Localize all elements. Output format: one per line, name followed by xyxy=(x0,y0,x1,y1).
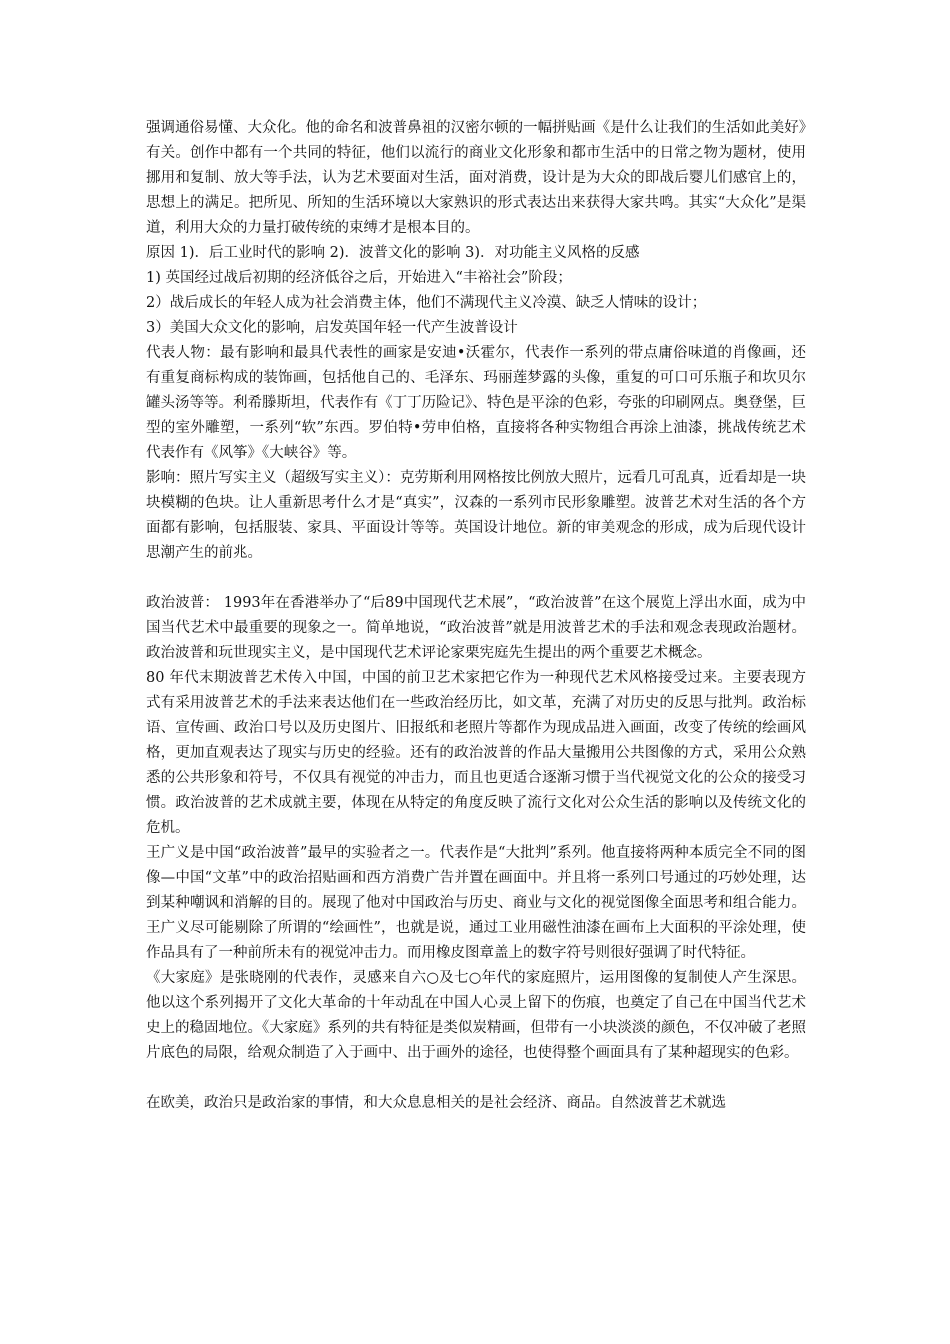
paragraph-mass-culture: 强调通俗易懂、大众化。他的命名和波普鼻祖的汉密尔顿的一幅拼贴画《是什么让我们的生活如此美好》有关。创作中都有一个共同的特征，他们以流行的商业文化形象和都市生活中的日常之物为题材，使用挪用和复制、放大等手法，认为艺术要面对生活，面对消费，设计是为大众的即战后婴儿们感官上的，思想上的满足。把所见、所知的生活环境以大家熟识的形式表达出来获得大家共鸣。其实“大众化”是渠道，利用大众的力量打破传统的束缚才是根本目的。 xyxy=(146,120,806,236)
paragraph-europe-america: 在欧美，政治只是政治家的事情，和大众息息相关的是社会经济、商品。自然波普艺术就选 xyxy=(146,1095,726,1111)
paragraph-spacer xyxy=(146,1066,806,1091)
paragraph-political-pop: 政治波普： 1993年在香港举办了“后89中国现代艺术展”，“政治波普”在这个展览上浮出水面，成为中国当代艺术中最重要的现象之一。简单地说，“政治波普”就是用波普艺术的手法和观念表现政治题材。政治波普和玩世现实主义，是中国现代艺术评论家栗宪庭先生提出的两个重要艺术概念。 xyxy=(146,595,806,661)
paragraph-cause-2: 2）战后成长的年轻人成为社会消费主体，他们不满现代主义冷漠、缺乏人情味的设计； xyxy=(146,295,707,311)
paragraph-influence: 影响：照片写实主义（超级写实主义）：克劳斯利用网格按比例放大照片，远看几可乱真，近看却是一块块模糊的色块。让人重新思考什么才是“真实”，汉森的一系列市民形象雕塑。波普艺术对生活的各个方面都有影响，包括服装、家具、平面设计等等。英国设计地位。新的审美观念的形成，成为后现代设计思潮产生的前兆。 xyxy=(146,470,806,561)
paragraph-pop-in-china: 80 年代末期波普艺术传入中国，中国的前卫艺术家把它作为一种现代艺术风格接受过来。主要表现方式有采用波普艺术的手法来表达他们在一些政治经历比，如文革，充满了对历史的反思与批判。政治标语、宣传画、政治口号以及历史图片、旧报纸和老照片等都作为现成品进入画面，改变了传统的绘画风格，更加直观表达了现实与历史的经验。还有的政治波普的作品大量搬用公共图像的方式，采用公众熟悉的公共形象和符号，不仅具有视觉的冲击力，而且也更适合逐渐习惯于当代视觉文化的公众的接受习惯。政治波普的艺术成就主要，体现在从特定的角度反映了流行文化对公众生活的影响以及传统文化的危机。 xyxy=(146,670,806,836)
paragraph-wang-guangyi: 王广义是中国“政治波普”最早的实验者之一。代表作是“大批判”系列。他直接将两种本质完全不同的图像—中国“文革”中的政治招贴画和西方消费广告并置在画面中。并且将一系列口号通过的巧妙处理，达到某种嘲讽和消解的目的。展现了他对中国政治与历史、商业与文化的视觉图像全面思考和组合能力。王广义尽可能剔除了所谓的“绘画性”，也就是说，通过工业用磁性油漆在画布上大面积的平涂处理，使作品具有了一种前所未有的视觉冲击力。而用橡皮图章盖上的数字符号则很好强调了时代特征。 xyxy=(146,845,806,961)
document-body xyxy=(146,116,806,1116)
paragraph-representatives: 代表人物：最有影响和最具代表性的画家是安迪•沃霍尔，代表作一系列的带点庸俗味道的肖像画，还有重复商标构成的装饰画，包括他自己的、毛泽东、玛丽莲梦露的头像，重复的可口可乐瓶子和坎贝尔罐头汤等等。利希滕斯坦，代表作有《丁丁历险记》、特色是平涂的色彩，夸张的印刷网点。奥登堡，巨型的室外雕塑，一系列“软”东西。罗伯特•劳申伯格，直接将各种实物组合再涂上油漆，挑战传统艺术代表作有《风筝》《大峡谷》等。 xyxy=(146,345,806,461)
paragraph-cause-3: 3）美国大众文化的影响，启发英国年轻一代产生波普设计 xyxy=(146,320,518,336)
paragraph-big-family: 《大家庭》是张晓刚的代表作，灵感来自六○及七○年代的家庭照片，运用图像的复制使人产生深思。他以这个系列揭开了文化大革命的十年动乱在中国人心灵上留下的伤痕，也奠定了自己在中国当代艺术史上的稳固地位。《大家庭》系列的共有特征是类似炭精画，但带有一小块淡淡的颜色，不仅冲破了老照片底色的局限，给观众制造了入于画中、出于画外的途径，也使得整个画面具有了某种超现实的色彩。 xyxy=(146,970,806,1061)
paragraph-cause-1: 1) 英国经过战后初期的经济低谷之后，开始进入“丰裕社会”阶段； xyxy=(146,270,572,286)
paragraph-spacer xyxy=(146,566,806,591)
paragraph-causes-heading: 原因 1)．后工业时代的影响 2)．波普文化的影响 3)．对功能主义风格的反感 xyxy=(146,245,640,261)
